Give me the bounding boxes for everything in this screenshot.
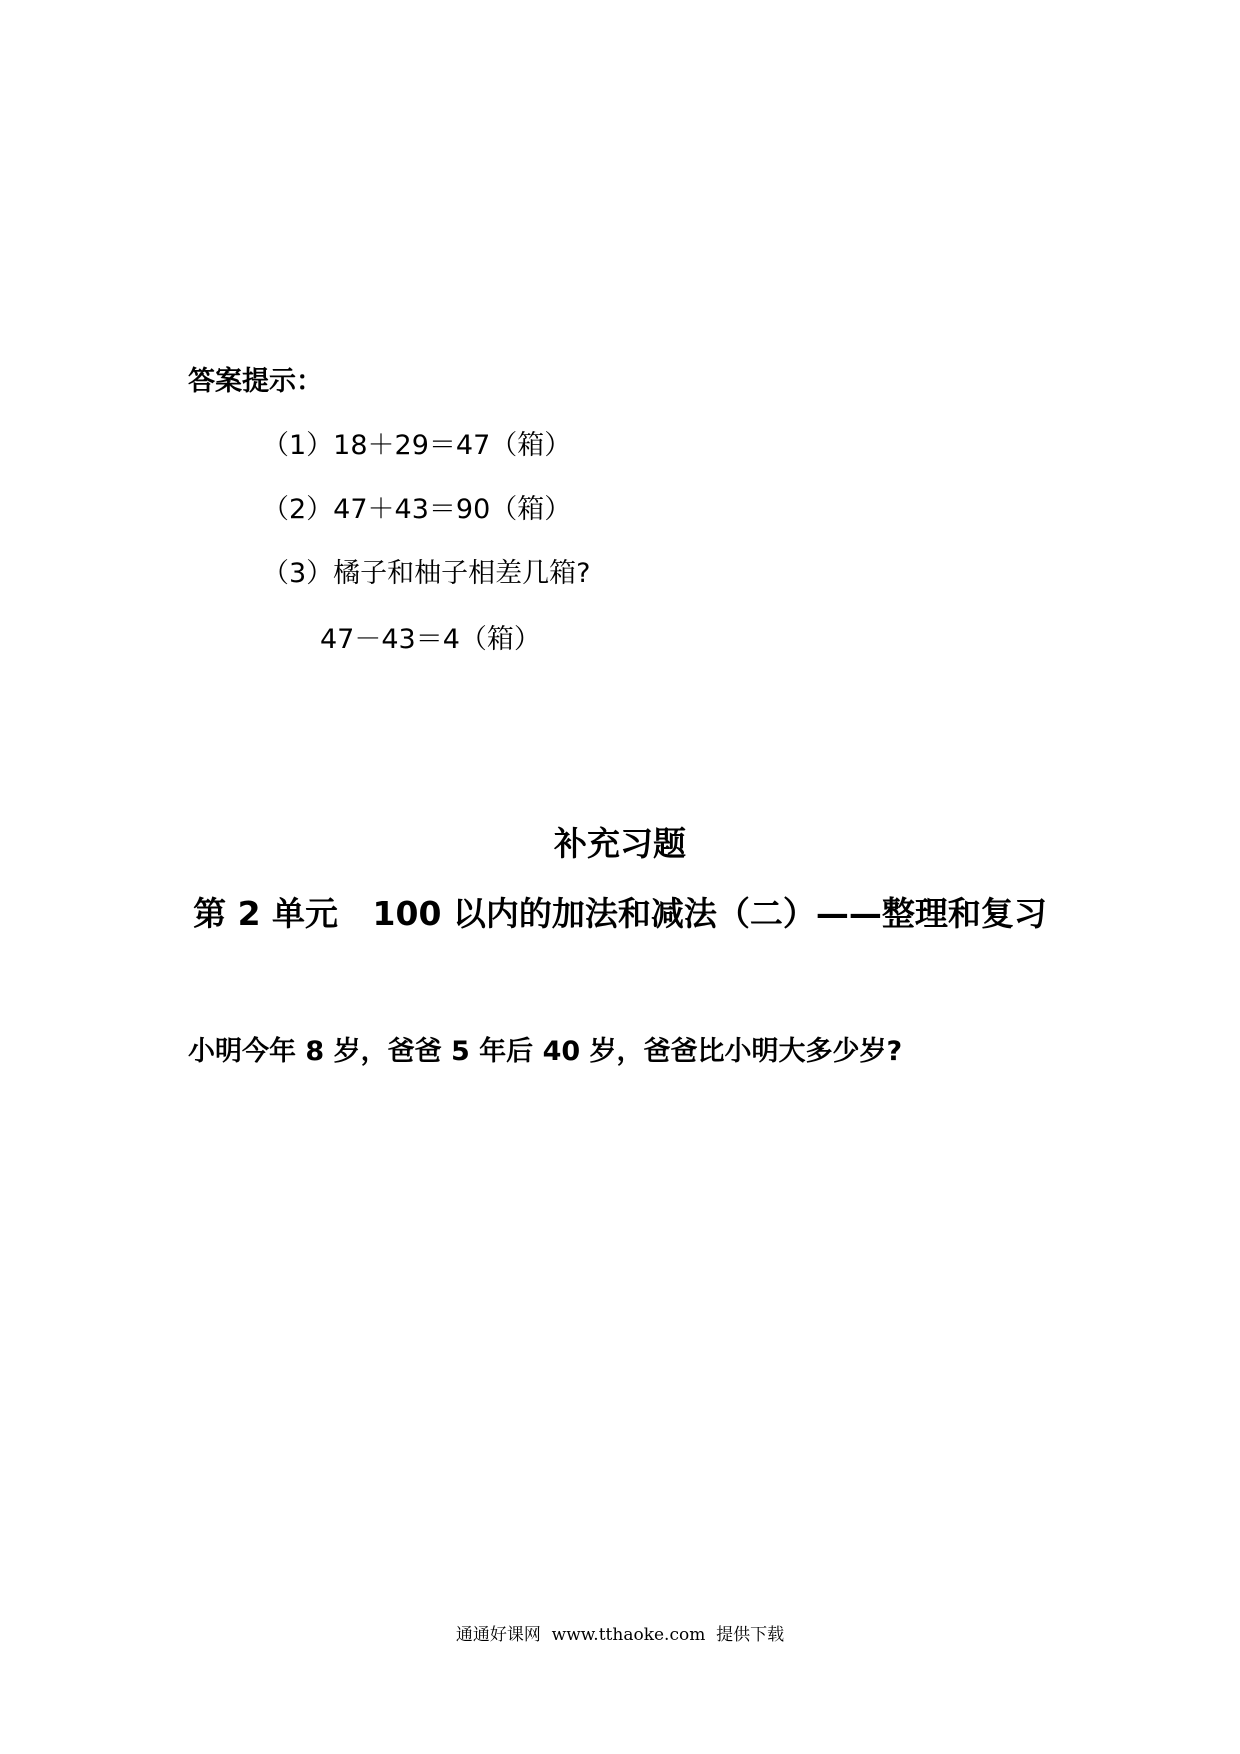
section-title: 补充习题 [554, 824, 686, 863]
answer-line-1: （1）18＋29＝47（箱） [262, 430, 572, 461]
footer-source: 通通好课网 www.tthaoke.com 提供下载 [455, 1625, 785, 1645]
answer-line-3: （3）橘子和柚子相差几箱? [262, 558, 591, 589]
answer-line-4: 47－43＝4（箱） [320, 624, 541, 655]
answer-hints-heading: 答案提示： [188, 366, 323, 397]
answer-line-2: （2）47＋43＝90（箱） [262, 494, 572, 525]
exercise-question: 小明今年 8 岁，爸爸 5 年后 40 岁，爸爸比小明大多少岁? [188, 1036, 903, 1067]
unit-title: 第 2 单元 100 以内的加法和减法（二）——整理和复习 [193, 894, 1047, 933]
